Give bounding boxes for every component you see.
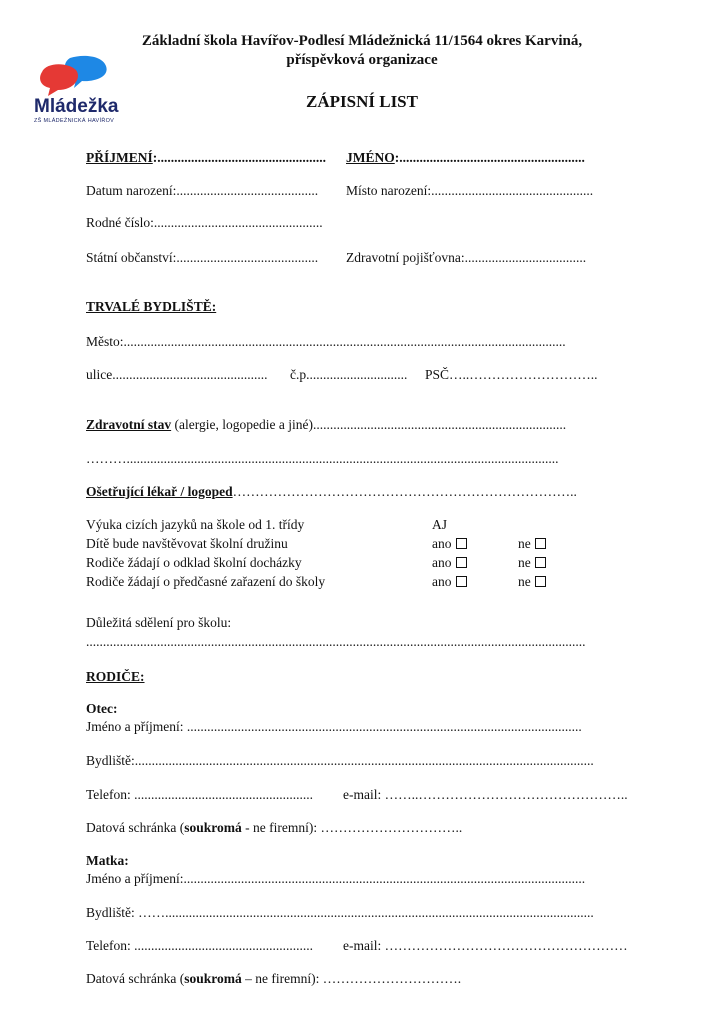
school-name-line2: příspěvková organizace bbox=[286, 52, 438, 68]
birthplace-field[interactable]: Místo narození:................................................ bbox=[346, 183, 594, 198]
checkbox-icon[interactable] bbox=[535, 538, 546, 549]
option-yes-checkbox[interactable] bbox=[432, 536, 467, 552]
insurance-field[interactable]: Zdravotní pojišťovna:.................................... bbox=[346, 250, 587, 265]
surname-field[interactable] bbox=[86, 150, 326, 166]
mother-email-field[interactable]: e-mail: ……………………………………………… bbox=[343, 938, 628, 953]
yes-label: ano bbox=[432, 574, 452, 589]
checkbox-icon[interactable] bbox=[535, 557, 546, 568]
father-databox-field[interactable] bbox=[86, 820, 462, 836]
father-email-field[interactable]: e-mail: ……..……………………………………….. bbox=[343, 787, 628, 802]
option-yes-checkbox[interactable] bbox=[432, 555, 467, 571]
doctor-field[interactable] bbox=[86, 484, 577, 500]
mother-name-field[interactable]: Jméno a příjmení:....................................................................................................................... bbox=[86, 871, 586, 886]
option-yes-checkbox[interactable] bbox=[432, 574, 467, 590]
checkbox-icon[interactable] bbox=[456, 538, 467, 549]
option-no-checkbox[interactable] bbox=[518, 555, 546, 571]
firstname-field[interactable] bbox=[346, 150, 585, 166]
surname-dots: :.................................................. bbox=[152, 150, 326, 165]
postcode-field[interactable]: PSČ…..……………………….. bbox=[425, 367, 598, 382]
father-phone-field[interactable]: Telefon: ..................................................... bbox=[86, 787, 314, 802]
house-number-field[interactable]: č.p.............................. bbox=[290, 367, 408, 382]
health-note: (alergie, logopedie a jiné)........................................................................... bbox=[171, 417, 567, 432]
logo-subtitle: ZŠ MLÁDEŽNICKÁ HAVÍŘOV bbox=[34, 118, 115, 124]
option-row-label: Rodiče žádají o odklad školní docházky bbox=[86, 555, 302, 570]
language-label: Výuka cizích jazyků na škole od 1. třídy bbox=[86, 517, 305, 532]
checkbox-icon[interactable] bbox=[456, 557, 467, 568]
checkbox-icon[interactable] bbox=[535, 576, 546, 587]
yes-label: ano bbox=[432, 536, 452, 551]
doctor-dots: ………………………………………………………………….. bbox=[232, 484, 577, 499]
databox-bold: soukromá bbox=[184, 820, 242, 835]
form-title: ZÁPISNÍ LIST bbox=[306, 92, 418, 111]
firstname-label: JMÉNO bbox=[346, 150, 395, 165]
mother-databox-field[interactable] bbox=[86, 971, 461, 987]
no-label: ne bbox=[518, 555, 531, 570]
health-line2[interactable]: ………................................................................................................................................ bbox=[86, 451, 559, 466]
school-logo bbox=[30, 52, 140, 132]
databox-prefix: Datová schránka ( bbox=[86, 820, 185, 835]
city-field[interactable]: Město:................................................................................................................................... bbox=[86, 334, 566, 349]
no-label: ne bbox=[518, 536, 531, 551]
speech-bubbles-icon bbox=[30, 52, 140, 97]
no-label: ne bbox=[518, 574, 531, 589]
language-value: AJ bbox=[432, 517, 448, 532]
option-row-label: Dítě bude navštěvovat školní družinu bbox=[86, 536, 288, 551]
birthnumber-field[interactable]: Rodné číslo:.................................................. bbox=[86, 215, 323, 230]
logo-name: Mládežka bbox=[34, 96, 119, 117]
mother-phone-field[interactable]: Telefon: ..................................................... bbox=[86, 938, 314, 953]
firstname-dots: :....................................................... bbox=[394, 150, 585, 165]
checkbox-icon[interactable] bbox=[456, 576, 467, 587]
residence-heading: TRVALÉ BYDLIŠTĚ: bbox=[86, 299, 217, 314]
databox-suffix: - ne firemní): ………………………….. bbox=[241, 820, 463, 835]
databox-prefix: Datová schránka ( bbox=[86, 971, 185, 986]
option-row-label: Rodiče žádají o předčasné zařazení do školy bbox=[86, 574, 326, 589]
parents-heading: RODIČE: bbox=[86, 669, 145, 684]
school-name-line1: Základní škola Havířov-Podlesí Mládežnická 11/1564 okres Karviná, bbox=[141, 33, 583, 49]
databox-bold: soukromá bbox=[184, 971, 242, 986]
option-no-checkbox[interactable] bbox=[518, 536, 546, 552]
health-field[interactable] bbox=[86, 417, 566, 433]
doctor-label: Ošetřující lékař / logoped bbox=[86, 484, 233, 499]
father-address-field[interactable]: Bydliště:........................................................................................................................................ bbox=[86, 753, 594, 768]
mother-address-field[interactable]: Bydliště: ……............................................................................................................................... bbox=[86, 905, 594, 920]
mother-label: Matka: bbox=[86, 853, 129, 868]
citizenship-field[interactable]: Státní občanství:.......................................... bbox=[86, 250, 319, 265]
street-field[interactable]: ulice.............................................. bbox=[86, 367, 268, 382]
surname-label: PŘÍJMENÍ bbox=[86, 150, 153, 165]
notes-line[interactable]: .................................................................................................................................................... bbox=[86, 634, 586, 649]
notes-label: Důležitá sdělení pro školu: bbox=[86, 615, 232, 630]
father-name-field[interactable]: Jméno a příjmení: ..................................................................................................................... bbox=[86, 719, 582, 734]
option-no-checkbox[interactable] bbox=[518, 574, 546, 590]
databox-suffix: – ne firemní): …………………………. bbox=[241, 971, 462, 986]
birthdate-field[interactable]: Datum narození:.......................................... bbox=[86, 183, 319, 198]
father-label: Otec: bbox=[86, 701, 118, 716]
health-label: Zdravotní stav bbox=[86, 417, 172, 432]
yes-label: ano bbox=[432, 555, 452, 570]
